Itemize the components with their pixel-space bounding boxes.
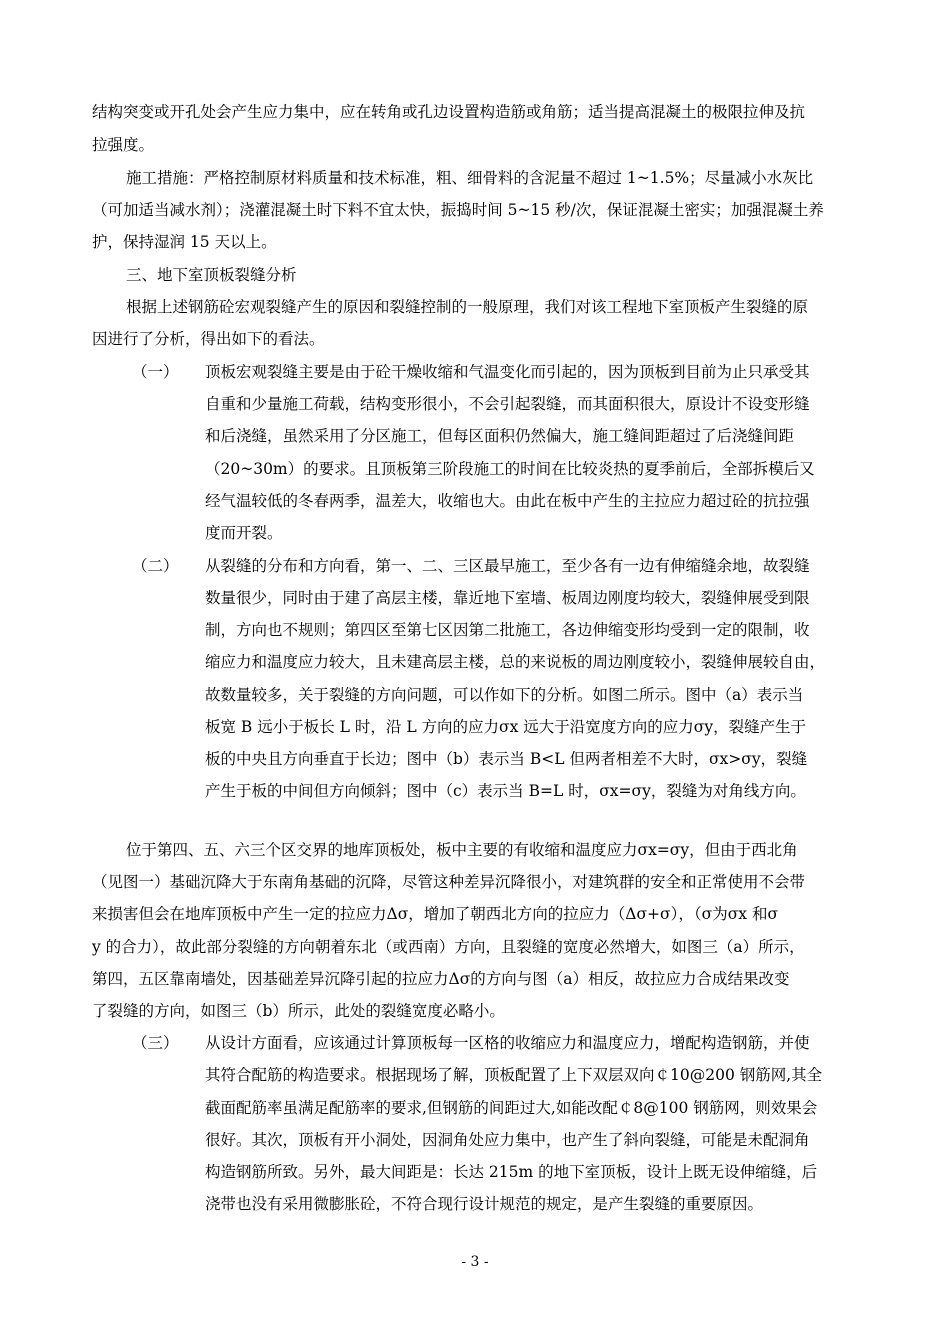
item-2-line: 板的中央且方向垂直于长边；图中（b）表示当 B<L 但两者相差不大时，σx>σy，裂缝	[205, 750, 808, 768]
item-3-line: 浇带也没有采用微膨胀砼，不符合现行设计规范的规定，是产生裂缝的重要原因。	[205, 1195, 764, 1213]
item-1-line: 自重和少量施工荷载，结构变形很小，不会引起裂缝，而其面积很大，原设计不设变形缝	[205, 395, 810, 413]
analysis-intro-line-2: 因进行了分析，得出如下的看法。	[92, 330, 325, 348]
item-1-label: （一）	[132, 363, 179, 381]
item-3-line: 很好。其次，顶板有开小洞处，因洞角处应力集中，也产生了斜向裂缝，可能是未配洞角	[205, 1131, 810, 1149]
page-number: - 3 -	[461, 1254, 489, 1270]
item-2-label: （二）	[132, 557, 179, 575]
item-2-line: 故数量较多，关于裂缝的方向问题，可以作如下的分析。如图二所示。图中（a）表示当	[205, 686, 804, 704]
item-3-label: （三）	[132, 1034, 179, 1052]
junction-line: 来损害但会在地库顶板中产生一定的拉应力Δσ，增加了朝西北方向的拉应力（Δσ+σ），（σ为σx 和σ	[92, 905, 779, 923]
junction-line: （见图一）基础沉降大于东南角基础的沉降，尽管这种差异沉降很小，对建筑群的安全和正常使用不会带	[92, 873, 806, 891]
item-3-line: 从设计方面看，应该通过计算顶板每一区格的收缩应力和温度应力，增配构造钢筋，并使	[205, 1034, 810, 1052]
item-3-line: 其符合配筋的构造要求。根据现场了解，顶板配置了上下双层双向￠10@200 钢筋网,其全	[205, 1066, 823, 1084]
item-1-line: （20~30m）的要求。且顶板第三阶段施工的时间在比较炎热的夏季前后，全部拆模后又	[205, 460, 815, 478]
item-2-line: 制，方向也不规则；第四区至第七区因第二批施工，各边伸缩变形均受到一定的限制，收	[205, 621, 810, 639]
item-2-line: 板宽 B 远小于板长 L 时，沿 L 方向的应力σx 远大于沿宽度方向的应力σy，裂缝产生于	[205, 718, 807, 736]
item-2-line: 从裂缝的分布和方向看，第一、二、三区最早施工，至少各有一边有伸缩缝余地，故裂缝	[205, 557, 810, 575]
item-1-line: 度而开裂。	[205, 524, 283, 542]
intro-line-2: 拉强度。	[92, 136, 155, 154]
item-3-line: 截面配筋率虽满足配筋率的要求,但钢筋的间距过大,如能改配￠8@100 钢筋网，则效果会	[205, 1099, 818, 1117]
construction-line-3: 护，保持湿润 15 天以上。	[92, 233, 277, 251]
item-3-line: 构造钢筋所致。另外，最大间距是：长达 215m 的地下室顶板，设计上既无设伸缩缝，后	[205, 1163, 818, 1181]
intro-line-1: 结构突变或开孔处会产生应力集中，应在转角或孔边设置构造筋或角筋；适当提高混凝土的极限拉伸及抗	[92, 103, 806, 121]
junction-line: 位于第四、五、六三个区交界的地库顶板处，板中主要的有收缩和温度应力σx=σy，但由于西北角	[126, 841, 798, 859]
item-2-line: 产生于板的中间但方向倾斜；图中（c）表示当 B=L 时，σx=σy，裂缝为对角线方向。	[205, 782, 806, 800]
junction-line: y 的合力），故此部分裂缝的方向朝着东北（或西南）方向，且裂缝的宽度必然增大，如图三（a）所示，	[92, 938, 805, 956]
analysis-intro-line-1: 根据上述钢筋砼宏观裂缝产生的原因和裂缝控制的一般原理，我们对该工程地下室顶板产生裂缝的原	[126, 298, 809, 316]
item-1-line: 顶板宏观裂缝主要是由于砼干燥收缩和气温变化而引起的，因为顶板到目前为止只承受其	[205, 363, 810, 381]
section-heading: 三、地下室顶板裂缝分析	[126, 266, 297, 284]
construction-line-1: 施工措施：严格控制原材料质量和技术标准，粗、细骨料的含泥量不超过 1~1.5%；尽量减小水灰比	[126, 169, 814, 187]
item-2-line: 缩应力和温度应力较大，且未建高层主楼，总的来说板的周边刚度较小，裂缝伸展较自由，	[205, 653, 826, 671]
item-1-line: 经气温较低的冬春两季，温差大，收缩也大。由此在板中产生的主拉应力超过砼的抗拉强	[205, 492, 810, 510]
junction-line: 第四，五区靠南墙处，因基础差异沉降引起的拉应力Δσ的方向与图（a）相反，故拉应力合成结果改变	[92, 970, 790, 988]
construction-line-2: （可加适当减水剂）；浇灌混凝土时下料不宜太快，振捣时间 5~15 秒/次，保证混凝土密实；加强混凝土养	[92, 201, 824, 219]
item-1-line: 和后浇缝，虽然采用了分区施工，但每区面积仍然偏大，施工缝间距超过了后浇缝间距	[205, 427, 795, 445]
item-2-line: 数量很少，同时由于建了高层主楼，靠近地下室墙、板周边刚度均较大，裂缝伸展受到限	[205, 589, 810, 607]
junction-line: 了裂缝的方向，如图三（b）所示，此处的裂缝宽度必略小。	[92, 1002, 505, 1020]
